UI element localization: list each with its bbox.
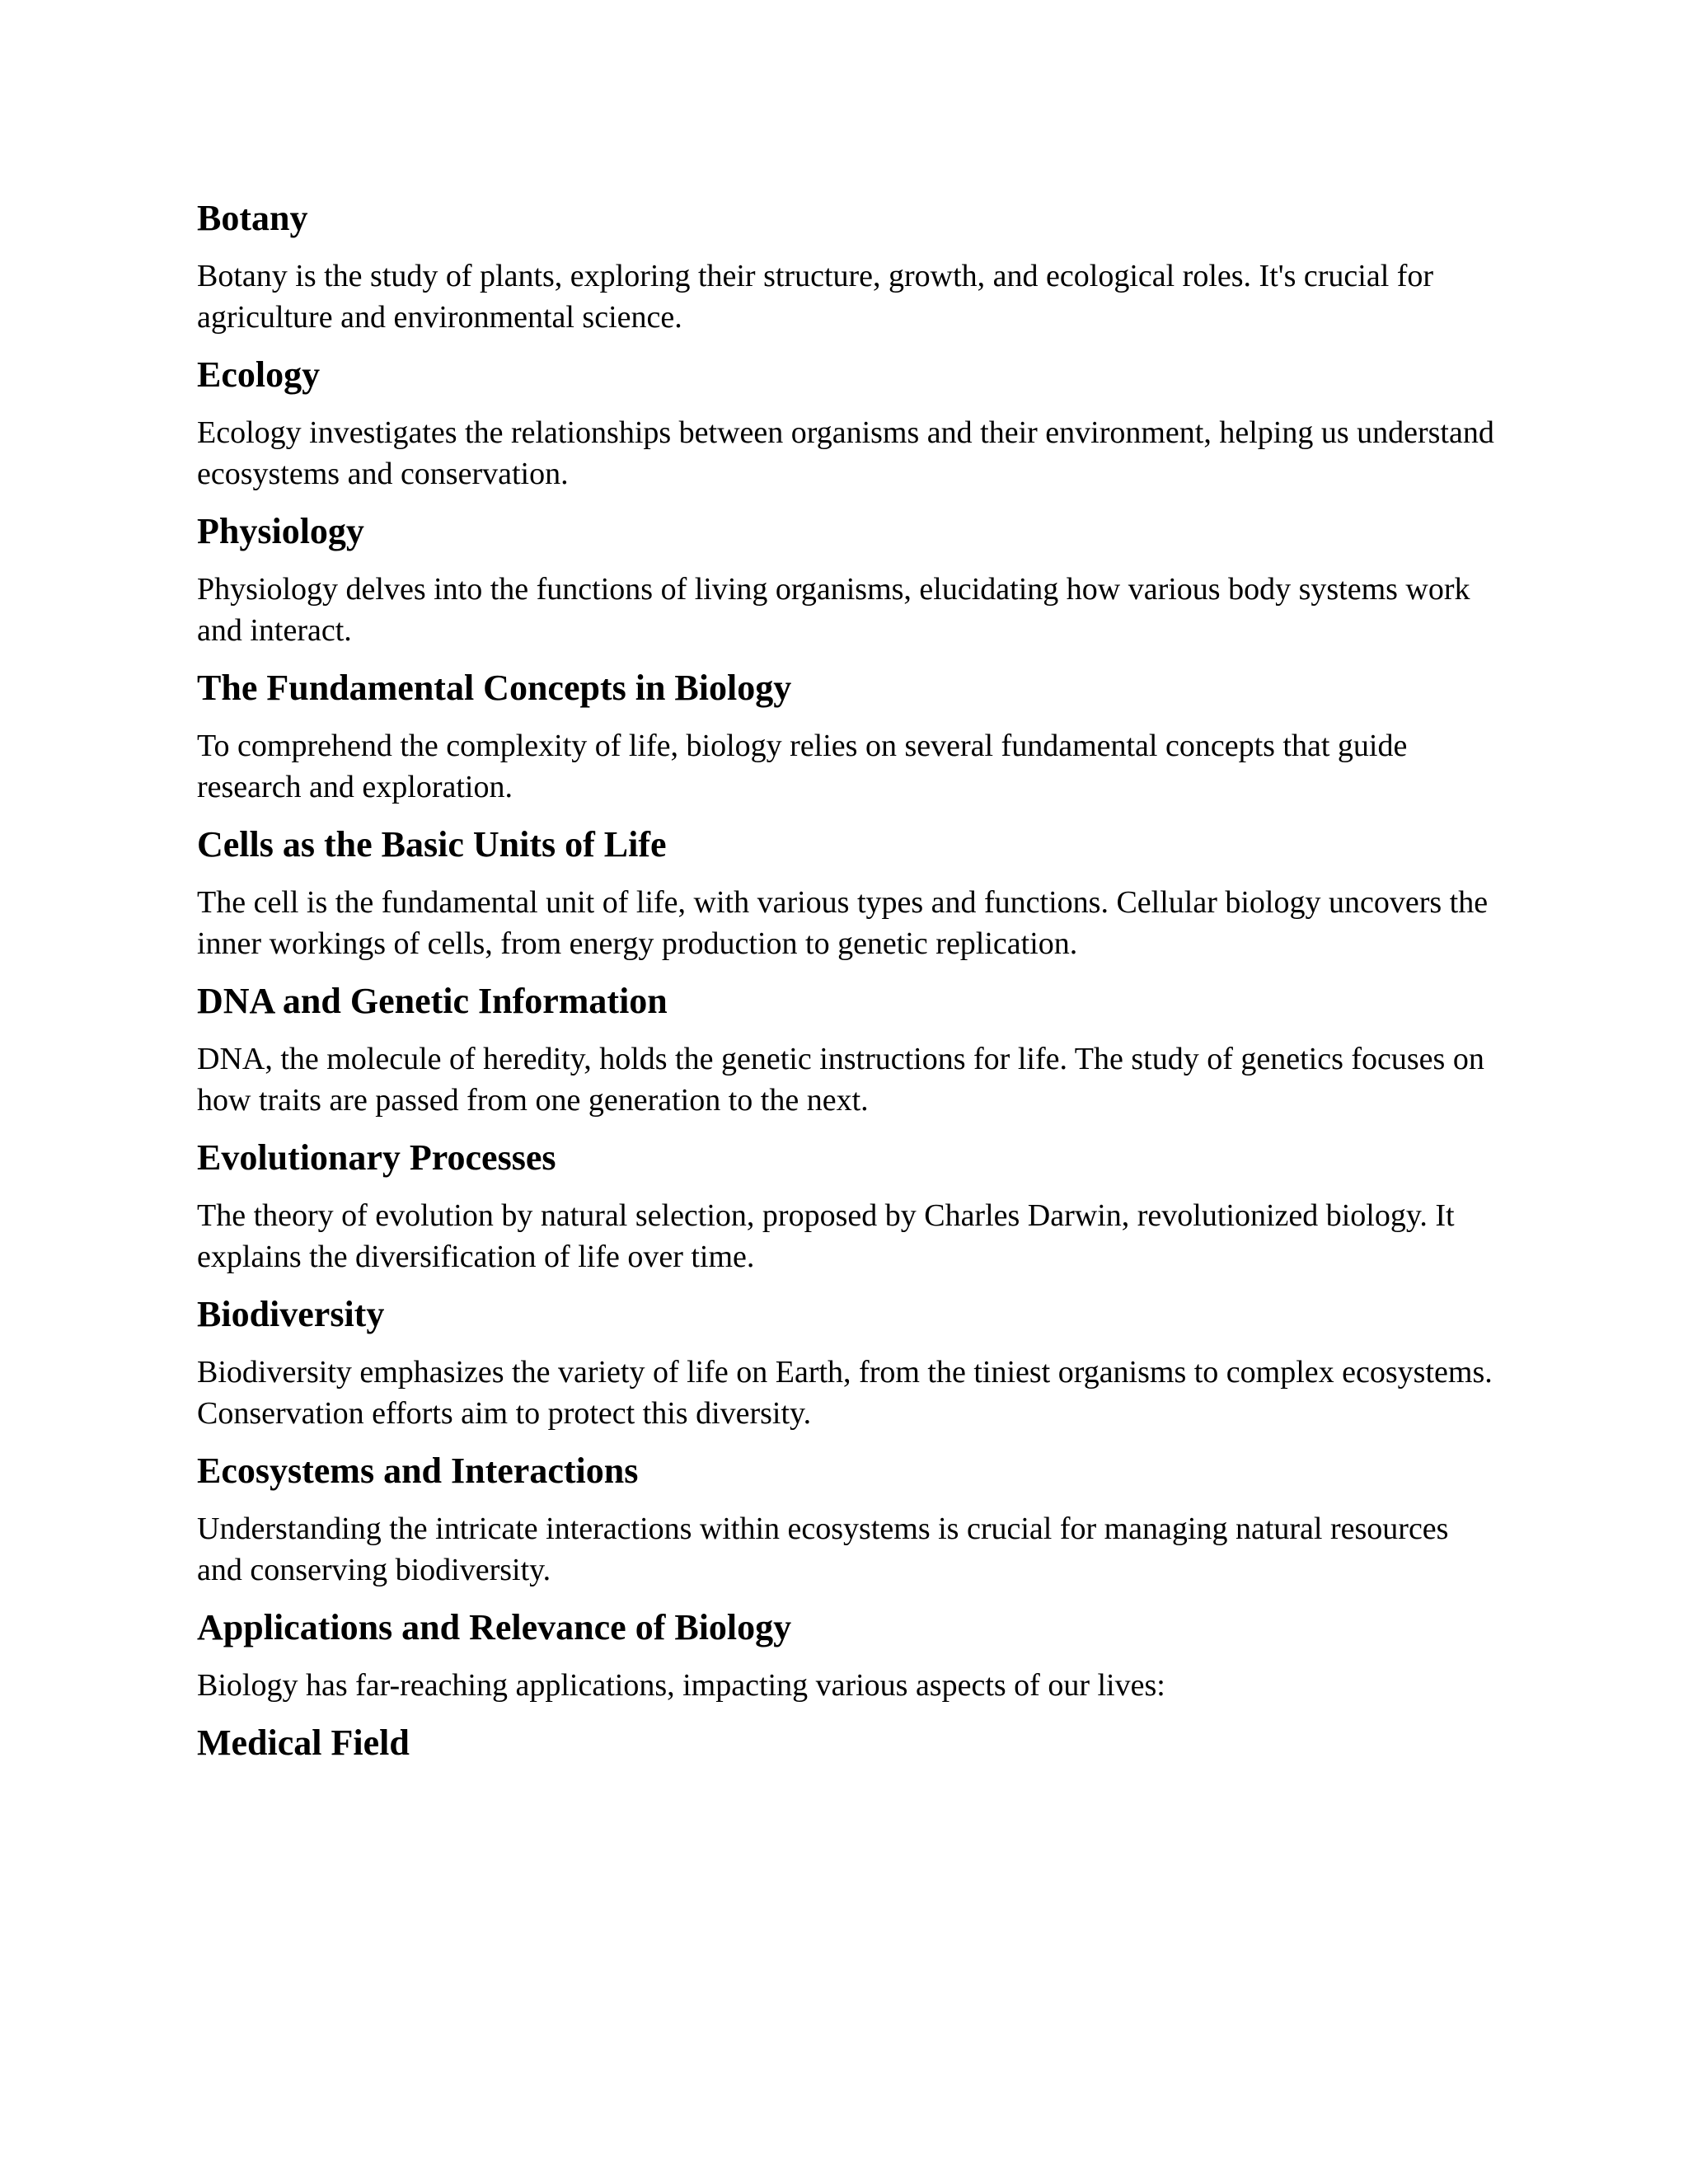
section-body: To comprehend the complexity of life, biology relies on several fundamental concepts that guide research and exploration. <box>197 729 1408 804</box>
section-heading: DNA and Genetic Information <box>197 981 668 1021</box>
section-evolution <box>197 1133 1499 1277</box>
section-body: Botany is the study of plants, exploring their structure, growth, and ecological roles. It's crucial for agriculture and environmental science. <box>197 259 1434 335</box>
section-heading: Physiology <box>197 511 364 551</box>
section-body: Ecology investigates the relationships between organisms and their environment, helping us understand ecosystems and conservation. <box>197 415 1494 491</box>
section-dna <box>197 977 1499 1121</box>
section-heading: Botany <box>197 198 308 238</box>
section-body: Biodiversity emphasizes the variety of life on Earth, from the tiniest organisms to complex ecosystems. Conservation efforts aim to protect this diversity. <box>197 1355 1493 1431</box>
section-medical-field <box>197 1718 1499 1768</box>
section-heading: Ecosystems and Interactions <box>197 1451 639 1491</box>
section-heading: Medical Field <box>197 1722 410 1763</box>
section-biodiversity <box>197 1290 1499 1434</box>
section-body: The theory of evolution by natural selection, proposed by Charles Darwin, revolutionized biology. It explains the diversification of life over time. <box>197 1198 1455 1274</box>
section-heading: Applications and Relevance of Biology <box>197 1607 792 1647</box>
section-body: Physiology delves into the functions of living organisms, elucidating how various body systems work and interact. <box>197 572 1470 648</box>
section-heading: Biodiversity <box>197 1294 385 1334</box>
section-body: Understanding the intricate interactions within ecosystems is crucial for managing natural resources and conserving biodiversity. <box>197 1511 1449 1587</box>
section-body: DNA, the molecule of heredity, holds the genetic instructions for life. The study of genetics focuses on how traits are passed from one generation to the next. <box>197 1042 1484 1118</box>
section-ecosystems <box>197 1446 1499 1591</box>
document-page <box>197 194 1499 1780</box>
section-botany <box>197 194 1499 338</box>
section-heading: The Fundamental Concepts in Biology <box>197 668 792 708</box>
section-cells <box>197 820 1499 964</box>
section-ecology <box>197 350 1499 494</box>
section-physiology <box>197 507 1499 651</box>
section-body: The cell is the fundamental unit of life, with various types and functions. Cellular biology uncovers the inner workings of cells, from energy production to genetic replication. <box>197 885 1489 961</box>
section-fundamental-concepts <box>197 663 1499 808</box>
section-heading: Ecology <box>197 354 321 395</box>
section-body: Biology has far-reaching applications, impacting various aspects of our lives: <box>197 1668 1165 1703</box>
section-heading: Evolutionary Processes <box>197 1137 556 1178</box>
section-applications <box>197 1603 1499 1706</box>
section-heading: Cells as the Basic Units of Life <box>197 824 667 865</box>
